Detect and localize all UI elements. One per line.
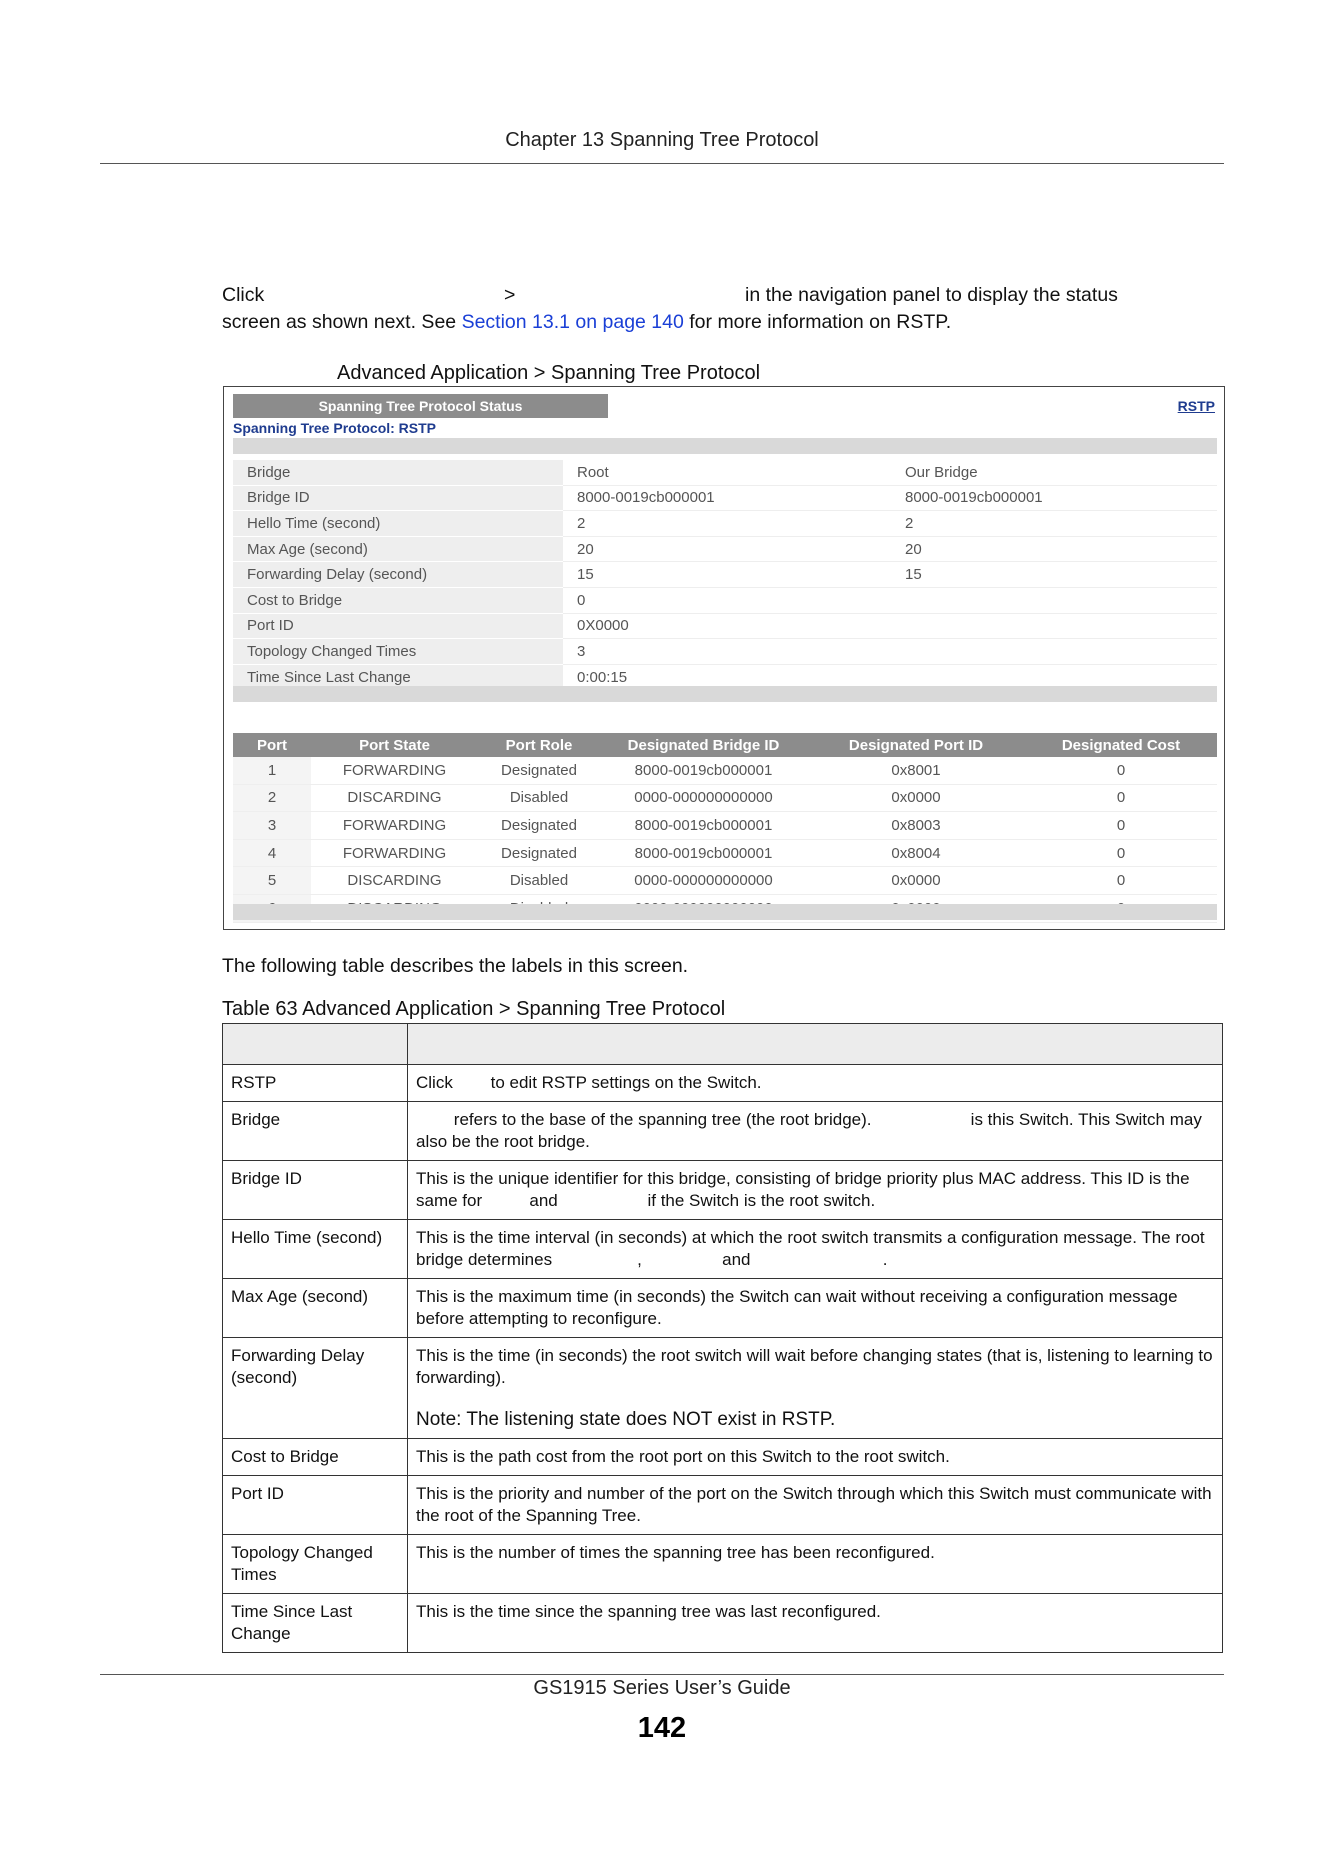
desc-text: This is the unique identifier for this bridge, consisting of bridge priority plus MAC address. This ID is the same for and if the Switch is the root switch. xyxy=(408,1161,1223,1220)
intro-line-1 xyxy=(222,282,1222,309)
designated-cost: 0 xyxy=(1025,839,1217,867)
designated-bridge-id: 0000-000000000000 xyxy=(600,784,807,812)
info-bottom-bar xyxy=(233,686,1217,702)
desc-text: Click to edit RSTP settings on the Switch. xyxy=(408,1065,1223,1102)
port-state: FORWARDING xyxy=(311,757,478,784)
info-header-our-bridge: Our Bridge xyxy=(891,460,1217,485)
designated-port-id: 0x8003 xyxy=(807,812,1025,840)
desc-note: Note: The listening state does NOT exist in RSTP. xyxy=(416,1409,836,1430)
info-label: Bridge ID xyxy=(233,485,563,511)
info-header-row xyxy=(233,460,1217,485)
stp-status-screenshot xyxy=(223,386,1225,930)
info-root-value: 2 xyxy=(563,511,891,537)
info-label: Cost to Bridge xyxy=(233,587,563,613)
desc-label: Time Since Last Change xyxy=(223,1594,408,1653)
designated-cost: 0 xyxy=(1025,812,1217,840)
desc-row xyxy=(223,1439,1223,1476)
port-number: 3 xyxy=(233,812,311,840)
bridge-info-table xyxy=(233,460,1217,690)
port-state: FORWARDING xyxy=(311,839,478,867)
desc-row xyxy=(223,1220,1223,1279)
designated-bridge-id: 8000-0019cb000001 xyxy=(600,812,807,840)
intro-line2-a: screen as shown next. See xyxy=(222,311,457,333)
info-our-value xyxy=(891,613,1217,639)
designated-cost: 0 xyxy=(1025,867,1217,895)
info-our-value xyxy=(891,639,1217,665)
desc-text-with-note xyxy=(408,1338,1223,1439)
info-root-value: 0X0000 xyxy=(563,613,891,639)
port-number: 2 xyxy=(233,784,311,812)
desc-text: refers to the base of the spanning tree (the root bridge). is this Switch. This Switch may also be the root bridge. xyxy=(408,1102,1223,1161)
desc-label: Max Age (second) xyxy=(223,1279,408,1338)
desc-header-label xyxy=(223,1024,408,1065)
desc-row xyxy=(223,1279,1223,1338)
port-header-row xyxy=(233,733,1217,757)
rstp-link[interactable]: RSTP xyxy=(1177,398,1215,414)
info-root-value: 15 xyxy=(563,562,891,588)
desc-text: This is the maximum time (in seconds) the Switch can wait without receiving a configuration message before attempting to reconfigure. xyxy=(408,1279,1223,1338)
designated-port-id: 0x0000 xyxy=(807,867,1025,895)
desc-text: This is the path cost from the root port on this Switch to the root switch. xyxy=(408,1439,1223,1476)
port-row xyxy=(233,784,1217,812)
guide-title: GS1915 Series User’s Guide xyxy=(533,1677,791,1699)
info-row xyxy=(233,536,1217,562)
status-tab: Spanning Tree Protocol Status xyxy=(233,394,608,418)
info-label: Time Since Last Change xyxy=(233,664,563,690)
info-our-value: 20 xyxy=(891,536,1217,562)
port-role: Designated xyxy=(478,812,600,840)
info-our-value: 2 xyxy=(891,511,1217,537)
info-header-root: Root xyxy=(563,460,891,485)
desc-text: This is the time interval (in seconds) at which the root switch transmits a configuration message. The root bridge determines , and . xyxy=(408,1220,1223,1279)
desc-row xyxy=(223,1338,1223,1439)
col-designated-port-id: Designated Port ID xyxy=(807,733,1025,757)
desc-label: Port ID xyxy=(223,1476,408,1535)
designated-port-id: 0x8004 xyxy=(807,839,1025,867)
port-state: FORWARDING xyxy=(311,812,478,840)
desc-label: Bridge xyxy=(223,1102,408,1161)
info-label: Topology Changed Times xyxy=(233,639,563,665)
info-row xyxy=(233,639,1217,665)
desc-label: RSTP xyxy=(223,1065,408,1102)
info-row xyxy=(233,562,1217,588)
col-port-role: Port Role xyxy=(478,733,600,757)
designated-cost: 0 xyxy=(1025,784,1217,812)
desc-label: Cost to Bridge xyxy=(223,1439,408,1476)
port-bottom-bar xyxy=(233,904,1217,920)
port-role: Designated xyxy=(478,757,600,784)
port-row xyxy=(233,757,1217,784)
designated-bridge-id: 8000-0019cb000001 xyxy=(600,839,807,867)
page-number: 142 xyxy=(637,1712,687,1744)
desc-row xyxy=(223,1535,1223,1594)
intro-click-word: Click xyxy=(222,284,265,306)
info-root-value: 0 xyxy=(563,587,891,613)
port-number: 4 xyxy=(233,839,311,867)
port-role: Disabled xyxy=(478,784,600,812)
designated-cost: 0 xyxy=(1025,757,1217,784)
desc-label: Topology Changed Times xyxy=(223,1535,408,1594)
header-rule xyxy=(100,163,1224,164)
desc-header-row xyxy=(223,1024,1223,1065)
following-text: The following table describes the labels in this screen. xyxy=(222,955,689,977)
info-row xyxy=(233,511,1217,537)
chapter-title: Chapter 13 Spanning Tree Protocol xyxy=(505,129,819,151)
info-root-value: 8000-0019cb000001 xyxy=(563,485,891,511)
info-our-value: 8000-0019cb000001 xyxy=(891,485,1217,511)
info-label: Port ID xyxy=(233,613,563,639)
info-label: Hello Time (second) xyxy=(233,511,563,537)
intro-line-2 xyxy=(222,309,1222,336)
port-number: 5 xyxy=(233,867,311,895)
desc-row xyxy=(223,1594,1223,1653)
port-state: DISCARDING xyxy=(311,784,478,812)
port-row xyxy=(233,812,1217,840)
info-our-value: 15 xyxy=(891,562,1217,588)
desc-header-description xyxy=(408,1024,1223,1065)
port-state: DISCARDING xyxy=(311,867,478,895)
col-designated-bridge-id: Designated Bridge ID xyxy=(600,733,807,757)
port-row xyxy=(233,867,1217,895)
desc-label: Bridge ID xyxy=(223,1161,408,1220)
info-root-value: 3 xyxy=(563,639,891,665)
desc-row xyxy=(223,1065,1223,1102)
info-root-value: 0:00:15 xyxy=(563,664,891,690)
desc-row xyxy=(223,1476,1223,1535)
info-row xyxy=(233,587,1217,613)
info-label: Forwarding Delay (second) xyxy=(233,562,563,588)
info-label: Max Age (second) xyxy=(233,536,563,562)
desc-label: Hello Time (second) xyxy=(223,1220,408,1279)
info-row xyxy=(233,613,1217,639)
port-role: Disabled xyxy=(478,867,600,895)
info-our-value xyxy=(891,587,1217,613)
col-designated-cost: Designated Cost xyxy=(1025,733,1217,757)
desc-row xyxy=(223,1102,1223,1161)
section-link[interactable]: Section 13.1 on page 140 xyxy=(461,311,684,333)
info-header-bridge: Bridge xyxy=(233,460,563,485)
desc-text: This is the time since the spanning tree was last reconfigured. xyxy=(408,1594,1223,1653)
port-status-table xyxy=(233,733,1217,923)
intro-text-rest: in the navigation panel to display the status xyxy=(745,284,1118,306)
desc-text: This is the priority and number of the port on the Switch through which this Switch must communicate with the root of the Spanning Tree. xyxy=(408,1476,1223,1535)
intro-line2-b: for more information on RSTP. xyxy=(689,311,952,333)
designated-port-id: 0x0000 xyxy=(807,784,1025,812)
footer-rule xyxy=(100,1674,1224,1675)
desc-text: This is the number of times the spanning tree has been reconfigured. xyxy=(408,1535,1223,1594)
desc-text: This is the time (in seconds) the root switch will wait before changing states (that is, listening to learning to forwarding). xyxy=(416,1346,1213,1387)
stp-subtitle: Spanning Tree Protocol: RSTP xyxy=(233,420,437,436)
col-port: Port xyxy=(233,733,311,757)
port-row xyxy=(233,839,1217,867)
designated-port-id: 0x8001 xyxy=(807,757,1025,784)
table-caption: Table 63 Advanced Application > Spanning Tree Protocol xyxy=(222,998,726,1020)
port-number: 1 xyxy=(233,757,311,784)
info-root-value: 20 xyxy=(563,536,891,562)
designated-bridge-id: 8000-0019cb000001 xyxy=(600,757,807,784)
col-port-state: Port State xyxy=(311,733,478,757)
info-top-bar xyxy=(233,438,1217,454)
desc-row xyxy=(223,1161,1223,1220)
label-description-table xyxy=(222,1023,1223,1653)
figure-caption: Advanced Application > Spanning Tree Protocol xyxy=(337,362,761,384)
designated-bridge-id: 0000-000000000000 xyxy=(600,867,807,895)
port-role: Designated xyxy=(478,839,600,867)
intro-arrow: > xyxy=(504,284,516,306)
info-row xyxy=(233,485,1217,511)
desc-label: Forwarding Delay (second) xyxy=(223,1338,408,1439)
